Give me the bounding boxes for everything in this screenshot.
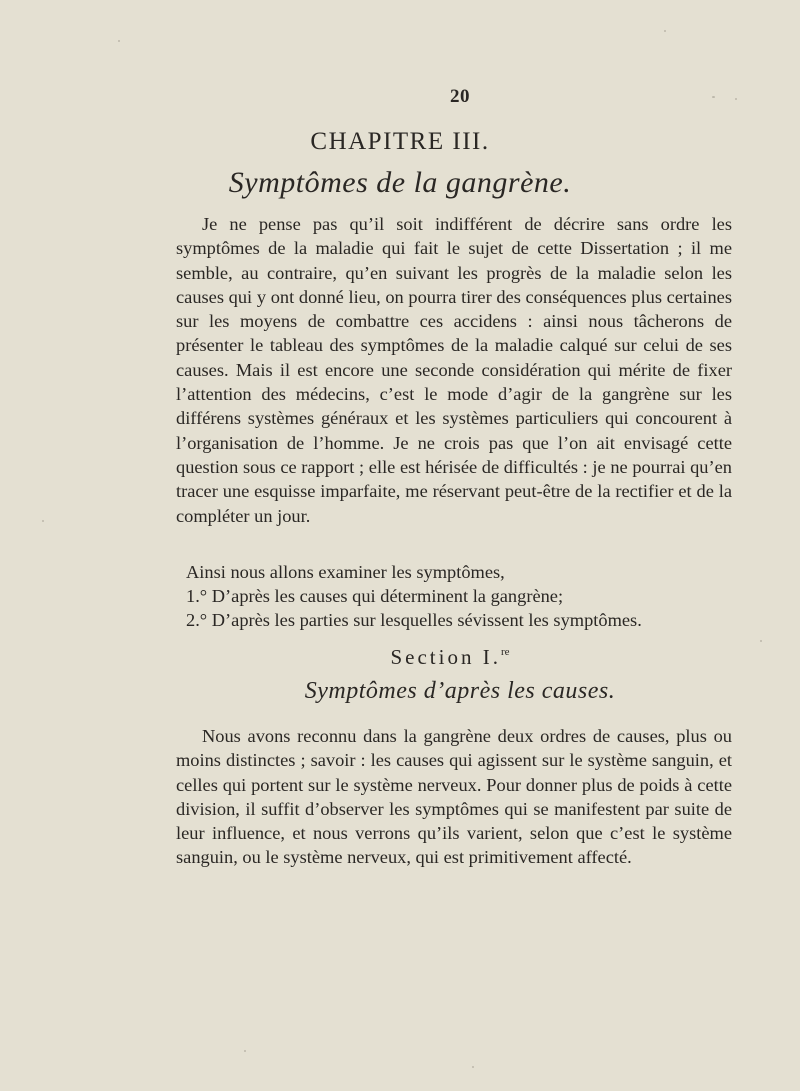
paper-speck xyxy=(760,640,762,642)
section-subtitle: Symptômes d’après les causes. xyxy=(304,678,616,704)
paper-speck xyxy=(472,1066,474,1068)
section-heading-superscript: re xyxy=(500,646,510,658)
paper-speck xyxy=(118,40,120,42)
page-number: 20 xyxy=(450,86,470,107)
paragraph-intro: Je ne pense pas qu’il soit indifférent de décrire sans ordre les symptômes de la maladie qui fait le sujet de cette Dissertation ; il me semble, au contraire, qu’en suivant les progrès de la maladie selon les causes qui y ont donné lieu, on pourra tirer des conséquences plus certaines sur les moyens de combattre ces accidens : ainsi nous tâcherons de présenter le tableau des symptômes de la maladie calqué sur celui de ses causes. Mais il est encore une seconde considération qui mérite de fixer l’attention des médecins, c’est le mode d’agir de la gangrène sur les différens systèmes généraux et les systèmes particuliers qui concourent à l’organisation de l’homme. Je ne crois pas que l’on ait envisagé cette question sous ce rapport ; elle est hérisée de difficultés : je ne pourrai qu’en tracer une esquisse imparfaite, me réservant peut-être de la rectifier et de la compléter un jour. xyxy=(176,214,732,526)
chapter-subtitle: Symptômes de la gangrène. xyxy=(228,166,572,199)
intro-line: Ainsi nous allons examiner les symptômes, xyxy=(186,562,505,582)
paragraph-section: Nous avons reconnu dans la gangrène deux ordres de causes, plus ou moins distinctes ; savoir : les causes qui agissent sur le système sanguin, et celles qui portent sur le système nerveux. Pour donner plus de poids à cette division, il suffit d’observer les symptômes qui se manifestent par suite de leur influence, et nous verrons qu’ils varient, selon que c’est le système sanguin, ou le système nerveux, qui est primitivement affecté. xyxy=(176,726,732,868)
paper-speck xyxy=(244,1050,246,1052)
section-heading xyxy=(0,645,800,670)
paper-speck xyxy=(664,30,666,32)
paper-speck xyxy=(42,520,44,522)
chapter-title: CHAPITRE III. xyxy=(310,128,490,155)
list-item-parties: 2.° D’après les parties sur lesquelles sévissent les symptômes. xyxy=(186,610,642,630)
paper-speck xyxy=(712,96,715,98)
list-item-causes: 1.° D’après les causes qui déterminent la gangrène; xyxy=(186,586,564,606)
paper-speck xyxy=(735,98,737,100)
section-heading-text: Section I. xyxy=(390,645,501,669)
